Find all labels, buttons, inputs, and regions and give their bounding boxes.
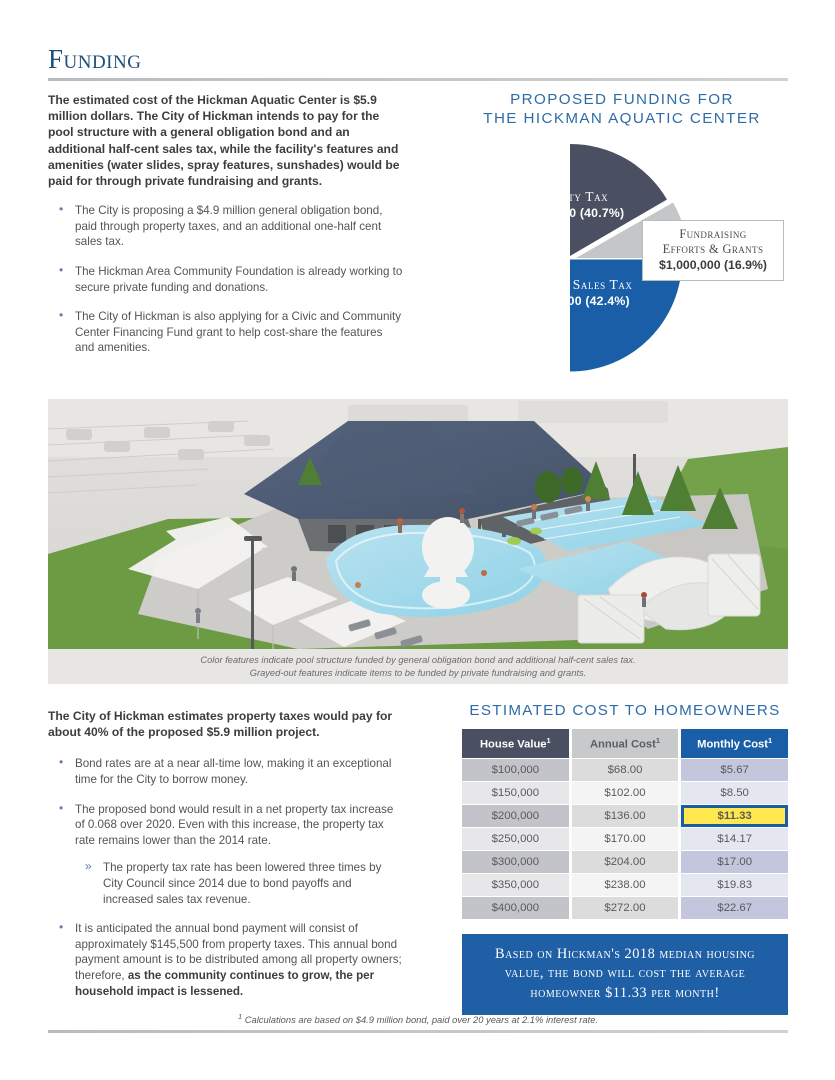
cell-house-value: $200,000 (462, 805, 569, 827)
cost-table-head (462, 729, 788, 758)
rendering-caption-line-1: Color features indicate pool structure funded by general obligation bond and additional half-cent sales tax. (200, 655, 636, 665)
callout-line-1: Based on Hickman's 2018 median housing (494, 945, 756, 962)
lower-bullet-list (48, 756, 403, 999)
column-header-house-value-label: House Value (479, 738, 547, 751)
lower-lead-paragraph: The City of Hickman estimates property taxes would pay for about 40% of the proposed $5.9 million project. (48, 709, 393, 740)
footnote-marker: 1 (237, 1012, 243, 1021)
aquatic-center-rendering-block (48, 399, 788, 684)
title-divider (48, 78, 788, 81)
cell-monthly-cost: $14.17 (681, 828, 788, 850)
cell-annual-cost: $136.00 (572, 805, 679, 827)
cell-house-value: $400,000 (462, 897, 569, 919)
chart-title (452, 90, 792, 128)
page-footnote (48, 1012, 788, 1025)
pie-label-property-tax-value: $2,401,000 (40.7%) (512, 206, 625, 220)
intro-bullet-list (48, 203, 403, 356)
cell-house-value: $250,000 (462, 828, 569, 850)
cell-house-value: $350,000 (462, 874, 569, 896)
cell-house-value: $300,000 (462, 851, 569, 873)
cell-annual-cost: $102.00 (572, 782, 679, 804)
rendering-caption-line-2: Grayed-out features indicate items to be funded by private fundraising and grants. (249, 667, 587, 678)
rendering-caption (48, 649, 788, 684)
column-header-monthly-cost (681, 729, 788, 758)
table-row (462, 851, 788, 873)
cell-annual-cost: $170.00 (572, 828, 679, 850)
pie-label-proposed-sales-tax-value: $2,499,000 (42.4%) (518, 294, 630, 308)
cell-monthly-cost: $17.00 (681, 851, 788, 873)
list-item (48, 921, 403, 999)
list-item-text-bold: as the community continues to grow, the per household impact is lessened. (75, 968, 375, 998)
pie-callout-value: $1,000,000 (16.9%) (658, 258, 768, 272)
chart-title-line-1: PROPOSED FUNDING FOR (510, 91, 734, 108)
chart-title-line-2: THE HICKMAN AQUATIC CENTER (483, 110, 761, 127)
pie-label-proposed-sales-tax-name: Proposed Sales Tax (515, 277, 633, 292)
pie-callout-fundraising (642, 220, 784, 281)
cell-annual-cost: $238.00 (572, 874, 679, 896)
table-row (462, 897, 788, 919)
list-item: • Bond rates are at a near all-time low, making it an exceptional time for the City to borrow money. (48, 756, 403, 787)
table-header-row (462, 729, 788, 758)
cost-table (459, 728, 791, 920)
list-item: • The City is proposing a $4.9 million general obligation bond, paid through property taxes, and an additional one-half cent sales tax. (48, 203, 403, 250)
footnote-marker: 1 (768, 736, 773, 745)
median-housing-callout (462, 934, 788, 1016)
list-item (48, 802, 403, 908)
estimated-cost-panel (462, 702, 788, 1015)
callout-line-2: value, the bond will cost the average (504, 965, 746, 982)
sub-bullet-list (75, 860, 403, 907)
cost-table-title: ESTIMATED COST TO HOMEOWNERS (469, 702, 781, 719)
list-item: • The City of Hickman is also applying for a Civic and Community Center Financing Fund grant to help cost-share the features and amenities. (48, 309, 403, 356)
list-item-text-plain: It is anticipated the annual bond payment will consist of approximately $145,500 from property taxes. This annual bond payment amount is to be distributed among all property owners; therefore, (75, 922, 402, 982)
callout-line-3: homeowner $11.33 per month! (530, 984, 720, 1001)
table-row (462, 874, 788, 896)
cell-house-value: $100,000 (462, 759, 569, 781)
intro-column (48, 92, 403, 370)
pie-callout-name-line-2: Efforts & Grants (662, 241, 764, 256)
pie-callout-name-line-1: Fundraising (679, 227, 747, 241)
table-row (462, 782, 788, 804)
cell-monthly-cost: $19.83 (681, 874, 788, 896)
page-title: Funding (48, 44, 142, 74)
table-row (462, 828, 788, 850)
cell-monthly-cost: $22.67 (681, 897, 788, 919)
pie-label-property-tax-name: Property Tax (528, 189, 609, 204)
cell-house-value: $150,000 (462, 782, 569, 804)
intro-lead-paragraph: The estimated cost of the Hickman Aquatic Center is $5.9 million dollars. The City of Hickman intends to pay for the pool structure with a general obligation bond and an additional half-cent sales tax, while the facility's features and amenities (water slides, spray features, sunshades) would be paid for through private fundraising and grants. (48, 93, 400, 189)
pie-wrap (452, 137, 792, 372)
column-header-house-value (462, 729, 569, 758)
cell-monthly-cost-highlighted: $11.33 (681, 805, 788, 827)
column-header-monthly-cost-label: Monthly Cost (697, 738, 768, 751)
footer-divider (48, 1030, 788, 1033)
sub-list-item: » The property tax rate has been lowered three times by City Council since 2014 due to bond payoffs and increased sales tax revenue. (75, 860, 403, 907)
cost-table-body (462, 759, 788, 919)
cell-annual-cost: $68.00 (572, 759, 679, 781)
table-row (462, 805, 788, 827)
footnote-marker: 1 (546, 736, 551, 745)
column-header-annual-cost (572, 729, 679, 758)
list-item-text: The proposed bond would result in a net property tax increase of 0.068 over 2020. Even with this increase, the property tax rate remains lower than the 2014 rate. (75, 802, 394, 847)
cell-annual-cost: $204.00 (572, 851, 679, 873)
cell-monthly-cost: $5.67 (681, 759, 788, 781)
cell-annual-cost: $272.00 (572, 897, 679, 919)
cell-monthly-cost: $8.50 (681, 782, 788, 804)
lower-left-column (48, 708, 403, 1013)
table-row (462, 759, 788, 781)
column-header-annual-cost-label: Annual Cost (589, 738, 656, 751)
footnote-text: Calculations are based on $4.9 million bond, paid over 20 years at 2.1% interest rate. (244, 1014, 599, 1026)
list-item: • The Hickman Area Community Foundation is already working to secure private funding and donations. (48, 264, 403, 295)
rendering-illustration (48, 399, 788, 649)
footnote-marker: 1 (655, 736, 661, 745)
funding-pie-chart (452, 90, 792, 375)
aquatic-center-rendering-image (48, 399, 788, 649)
